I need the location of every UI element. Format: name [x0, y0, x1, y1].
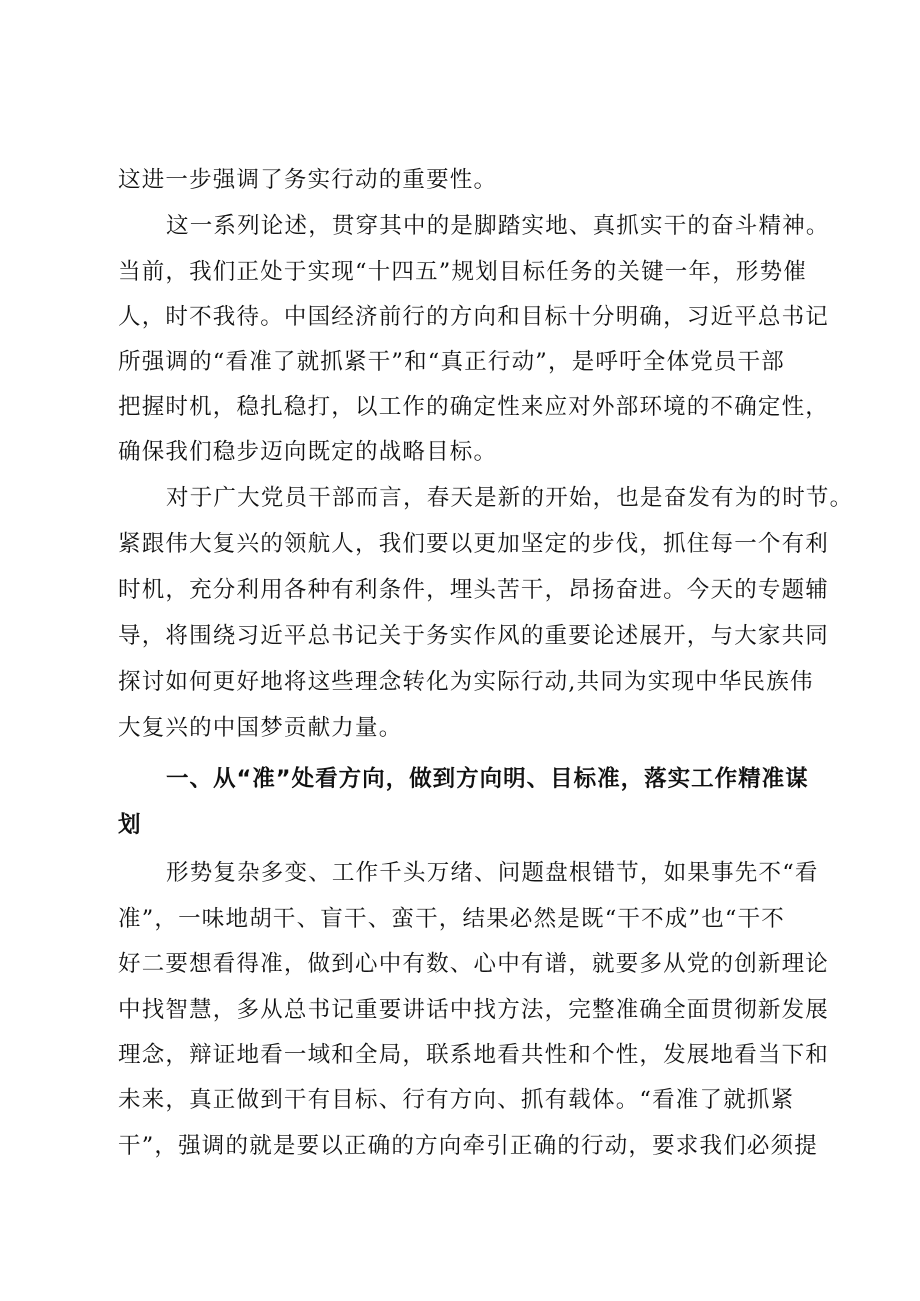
text-line: 中找智慧，多从总书记重要讲话中找方法，完整准确全面贯彻新发展 — [118, 997, 830, 1023]
section-heading: 划 — [118, 812, 142, 838]
text-line: 大复兴的中国梦贡献力量。 — [118, 715, 403, 741]
text-line: 理念，辩证地看一域和全局，联系地看共性和个性，发展地看当下和 — [118, 1042, 830, 1068]
text-line: 把握时机，稳扎稳打，以工作的确定性来应对外部环境的不确定性， — [118, 394, 830, 420]
text-line: 所强调的“看准了就抓紧干”和“真正行动”，是呼吁全体党员干部 — [118, 349, 786, 375]
text-line: 导，将围绕习近平总书记关于务实作风的重要论述展开，与大家共同 — [118, 623, 830, 649]
text-line: 这进一步强调了务实行动的重要性。 — [118, 167, 498, 193]
text-line: 对于广大党员干部而言，春天是新的开始，也是奋发有为的时节。 — [166, 485, 854, 511]
text-line: 干”，强调的就是要以正确的方向牵引正确的行动，要求我们必须提 — [118, 1133, 819, 1159]
text-line: 当前，我们正处于实现“十四五”规划目标任务的关键一年，形势催 — [118, 259, 808, 285]
text-line: 探讨如何更好地将这些理念转化为实际行动,共同为实现中华民族伟 — [118, 669, 814, 695]
text-line: 好二要想看得准，做到心中有数、心中有谱，就要多从党的创新理论 — [118, 951, 830, 977]
text-line: 未来，真正做到干有目标、行有方向、抓有载体。“看准了就抓紧 — [118, 1087, 795, 1113]
text-line: 这一系列论述，贯穿其中的是脚踏实地、真抓实干的奋斗精神。 — [166, 213, 830, 239]
text-line: 确保我们稳步迈向既定的战略目标。 — [118, 439, 498, 465]
text-line: 准”，一味地胡干、盲干、蛮干，结果必然是既“干不成”也“干不 — [118, 906, 786, 932]
section-heading: 一、从“准”处看方向，做到方向明、目标准，落实工作精准谋 — [166, 766, 809, 792]
text-line: 形势复杂多变、工作千头万绪、问题盘根错节，如果事先不“看 — [166, 860, 819, 886]
text-line: 人，时不我待。中国经济前行的方向和目标十分明确，习近平总书记 — [118, 304, 830, 330]
text-line: 紧跟伟大复兴的领航人，我们要以更加坚定的步伐，抓住每一个有利 — [118, 531, 830, 557]
text-line: 时机，充分利用各种有利条件，埋头苦干，昂扬奋进。今天的专题辅 — [118, 577, 830, 603]
